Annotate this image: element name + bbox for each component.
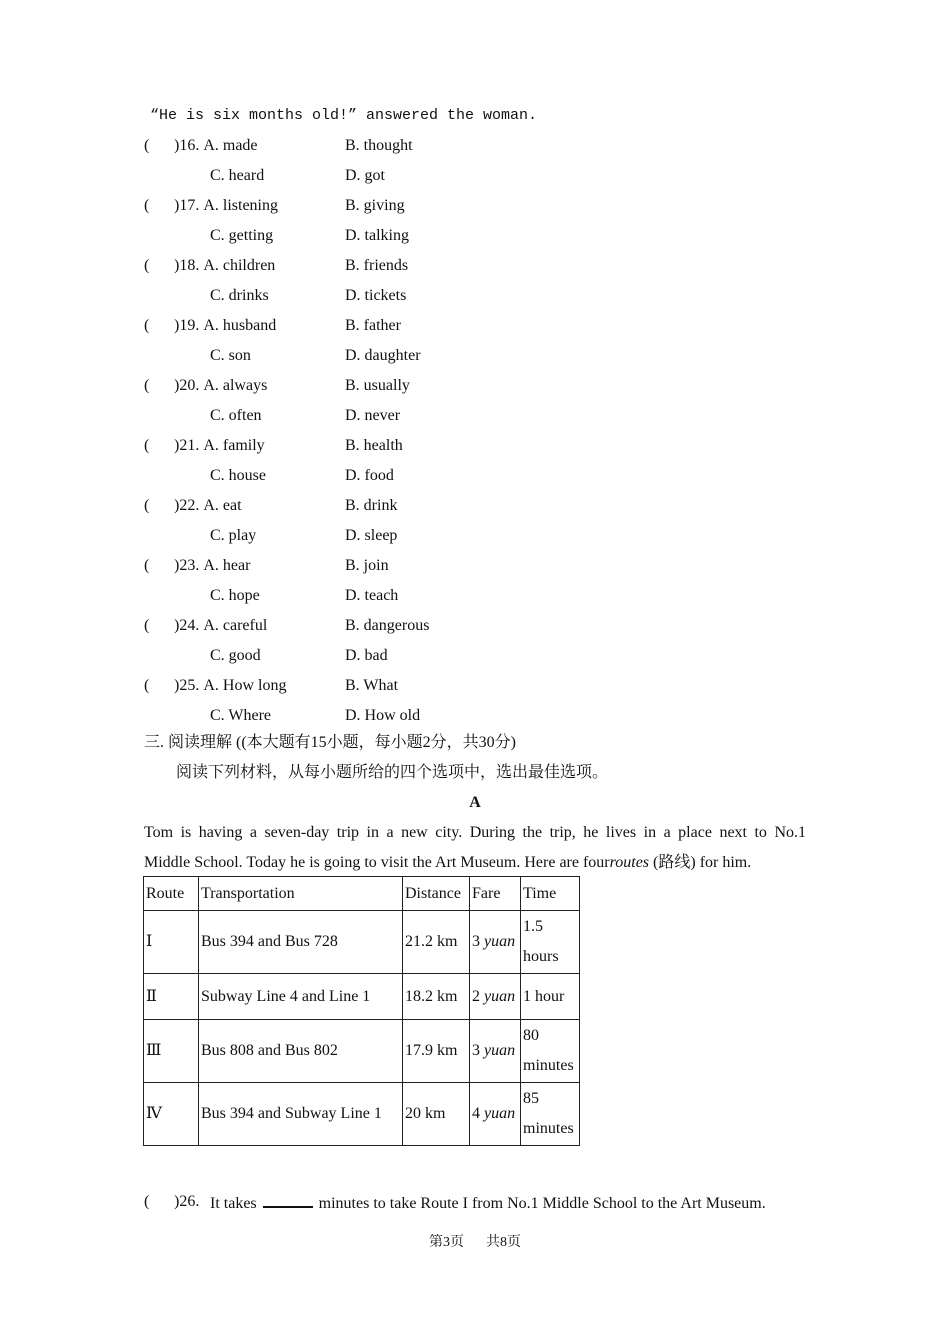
- dialogue-line: “He is six months old!” answered the woman.: [150, 107, 538, 124]
- question-number: )18.: [174, 257, 200, 274]
- option-b: B. health: [345, 437, 403, 454]
- stem-before: It takes: [210, 1195, 257, 1212]
- answer-bracket[interactable]: (: [144, 137, 150, 154]
- answer-bracket[interactable]: (: [144, 677, 150, 694]
- time-cell: 1.5 hours: [521, 911, 580, 974]
- question-number-and-option-a: [174, 436, 265, 456]
- distance-cell: 21.2 km: [403, 911, 470, 974]
- fare-unit: yuan: [484, 1105, 516, 1122]
- table-row: [144, 1020, 580, 1083]
- transport-cell: Bus 394 and Bus 728: [199, 911, 403, 974]
- option-a: A. careful: [203, 617, 268, 634]
- table-header-row: [144, 877, 580, 911]
- option-a: A. hear: [203, 557, 251, 574]
- fare-unit: yuan: [484, 933, 516, 950]
- header-fare: Fare: [470, 877, 521, 911]
- section-instruction: 阅读下列材料，从每小题所给的四个选项中，选出最佳选项。: [176, 764, 609, 781]
- passage-line-1: Tom is having a seven-day trip in a new city. During the trip, he lives in a place next to No.1: [144, 824, 806, 841]
- transport-cell: Bus 808 and Bus 802: [199, 1020, 403, 1083]
- question-stem: [210, 1192, 766, 1214]
- option-c: C. heard: [210, 167, 265, 184]
- option-c: C. Where: [210, 707, 272, 724]
- option-a: A. made: [203, 137, 258, 154]
- passage-text: Middle School. Today he is going to visit the Art Museum. Here are four: [144, 854, 610, 871]
- option-b: B. thought: [345, 137, 413, 154]
- fare-cell: [470, 974, 521, 1020]
- page-number: 第3页: [429, 1235, 464, 1250]
- route-cell: Ⅰ: [144, 911, 199, 974]
- question-number-and-option-a: [174, 136, 258, 156]
- option-a: A. children: [203, 257, 276, 274]
- option-a: A. How long: [203, 677, 287, 694]
- answer-bracket[interactable]: (: [144, 257, 150, 274]
- option-d: D. tickets: [345, 287, 407, 304]
- fare-amount: 4: [472, 1105, 480, 1122]
- question-paren: (: [144, 1193, 150, 1210]
- distance-cell: 18.2 km: [403, 974, 470, 1020]
- option-d: D. teach: [345, 587, 399, 604]
- fare-amount: 3: [472, 1042, 480, 1059]
- option-a: A. listening: [203, 197, 278, 214]
- question-number-and-option-a: [174, 556, 250, 576]
- answer-bracket[interactable]: (: [144, 497, 150, 514]
- stem-after: minutes to take Route I from No.1 Middle School to the Art Museum.: [318, 1195, 766, 1212]
- passage-text-end: (路线) for him.: [649, 854, 752, 871]
- answer-bracket[interactable]: (: [144, 197, 150, 214]
- table-row: [144, 911, 580, 974]
- fare-cell: [470, 911, 521, 974]
- answer-bracket[interactable]: (: [144, 617, 150, 634]
- fare-amount: 3: [472, 933, 480, 950]
- option-c: C. getting: [210, 227, 274, 244]
- question-number: )20.: [174, 377, 200, 394]
- time-cell: 1 hour: [521, 974, 580, 1020]
- answer-bracket[interactable]: (: [144, 317, 150, 334]
- transport-cell: Bus 394 and Subway Line 1: [199, 1083, 403, 1146]
- answer-bracket[interactable]: (: [144, 377, 150, 394]
- option-b: B. What: [345, 677, 399, 694]
- route-cell: Ⅳ: [144, 1083, 199, 1146]
- time-cell: 80 minutes: [521, 1020, 580, 1083]
- option-a: A. husband: [203, 317, 277, 334]
- header-time: Time: [521, 877, 580, 911]
- option-d: D. talking: [345, 227, 409, 244]
- table-row: [144, 1083, 580, 1146]
- option-d: D. got: [345, 167, 385, 184]
- passage-italic-word: routes: [609, 854, 650, 871]
- question-number-and-option-a: [174, 376, 267, 396]
- answer-bracket[interactable]: (: [144, 437, 150, 454]
- option-d: D. daughter: [345, 347, 421, 364]
- header-distance: Distance: [403, 877, 470, 911]
- routes-table: [143, 876, 580, 1146]
- time-cell: 85 minutes: [521, 1083, 580, 1146]
- option-c: C. hope: [210, 587, 260, 604]
- option-d: D. bad: [345, 647, 388, 664]
- option-b: B. dangerous: [345, 617, 430, 634]
- question-number: )16.: [174, 137, 200, 154]
- option-c: C. drinks: [210, 287, 269, 304]
- page-total: 共8页: [486, 1235, 521, 1250]
- fare-unit: yuan: [484, 1042, 516, 1059]
- question-number-and-option-a: [174, 676, 286, 696]
- option-b: B. friends: [345, 257, 409, 274]
- option-c: C. often: [210, 407, 262, 424]
- section-title: 三. 阅读理解 ((本大题有15小题，每小题2分，共30分): [144, 734, 516, 751]
- question-number-and-option-a: [174, 616, 267, 636]
- option-d: D. How old: [345, 707, 421, 724]
- question-number: )17.: [174, 197, 200, 214]
- option-b: B. giving: [345, 197, 405, 214]
- fare-amount: 2: [472, 987, 480, 1005]
- question-number: )25.: [174, 677, 200, 694]
- option-a: A. eat: [203, 497, 242, 514]
- transport-cell: Subway Line 4 and Line 1: [199, 974, 403, 1020]
- route-cell: Ⅱ: [144, 974, 199, 1020]
- distance-cell: 17.9 km: [403, 1020, 470, 1083]
- option-b: B. join: [345, 557, 389, 574]
- page-footer: [0, 1233, 950, 1253]
- answer-bracket[interactable]: (: [144, 557, 150, 574]
- question-number-and-option-a: [174, 256, 275, 276]
- question-26: [144, 1192, 766, 1212]
- fare-cell: [470, 1020, 521, 1083]
- question-number: )21.: [174, 437, 200, 454]
- question-number: )22.: [174, 497, 200, 514]
- option-c: C. good: [210, 647, 261, 664]
- fare-unit: yuan: [484, 987, 516, 1005]
- passage-title: A: [469, 794, 481, 811]
- route-cell: Ⅲ: [144, 1020, 199, 1083]
- option-b: B. usually: [345, 377, 410, 394]
- answer-blank[interactable]: [263, 1192, 313, 1208]
- fare-cell: [470, 1083, 521, 1146]
- option-c: C. son: [210, 347, 251, 364]
- option-d: D. sleep: [345, 527, 398, 544]
- option-a: A. family: [203, 437, 265, 454]
- header-transportation: Transportation: [199, 877, 403, 911]
- question-number: )23.: [174, 557, 200, 574]
- question-number: )26.: [174, 1193, 200, 1210]
- option-c: C. play: [210, 527, 257, 544]
- passage-line-2: [144, 853, 751, 873]
- option-a: A. always: [203, 377, 268, 394]
- table-row: [144, 974, 580, 1020]
- question-number-and-option-a: [174, 316, 276, 336]
- option-b: B. father: [345, 317, 401, 334]
- option-d: D. food: [345, 467, 394, 484]
- question-number: )19.: [174, 317, 200, 334]
- option-d: D. never: [345, 407, 401, 424]
- option-b: B. drink: [345, 497, 398, 514]
- header-route: Route: [144, 877, 199, 911]
- question-number-and-option-a: [174, 496, 242, 516]
- question-number-and-option-a: [174, 196, 278, 216]
- option-c: C. house: [210, 467, 266, 484]
- distance-cell: 20 km: [403, 1083, 470, 1146]
- question-number: )24.: [174, 617, 200, 634]
